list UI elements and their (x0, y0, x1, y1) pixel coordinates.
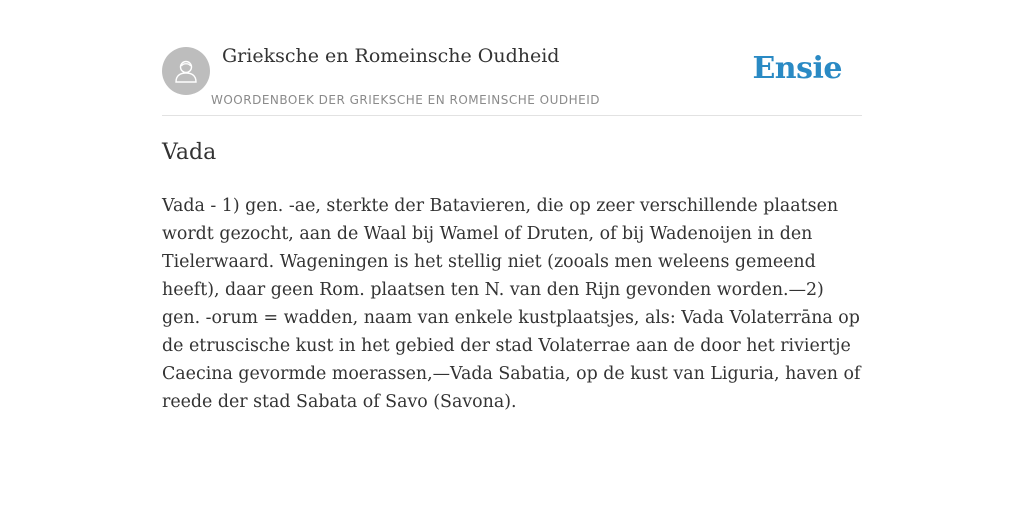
source-header (162, 45, 862, 116)
entry-body: Vada - 1) gen. -ae, sterkte der Batavieren, die op zeer verschillende plaatsen wordt gezocht, aan de Waal bij Wamel of Druten, of bij Wadenoijen in den Tielerwaard. Wageningen is het stellig niet (zooals men weleens gemeend heeft), daar geen Rom. plaatsen ten N. van den Rijn gevonden worden.—2) gen. -orum = wadden, naam van enkele kustplaatsjes, als: Vada Volaterrāna op de etruscische kust in het gebied der stad Volaterrae aan de door het riviertje Caecina gevormde moerassen,—Vada Sabatia, op de kust van Liguria, haven of reede der stad Sabata of Savo (Savona). (162, 196, 861, 412)
avatar[interactable] (162, 47, 210, 95)
source-subtitle: WOORDENBOEK DER GRIEKSCHE EN ROMEINSCHE OUDHEID (211, 93, 601, 107)
source-title-link[interactable]: Grieksche en Romeinsche Oudheid (222, 45, 560, 67)
user-icon (172, 57, 200, 85)
entry-title: Vada (162, 140, 217, 165)
brand-logo-link[interactable]: Ensie (752, 51, 842, 86)
